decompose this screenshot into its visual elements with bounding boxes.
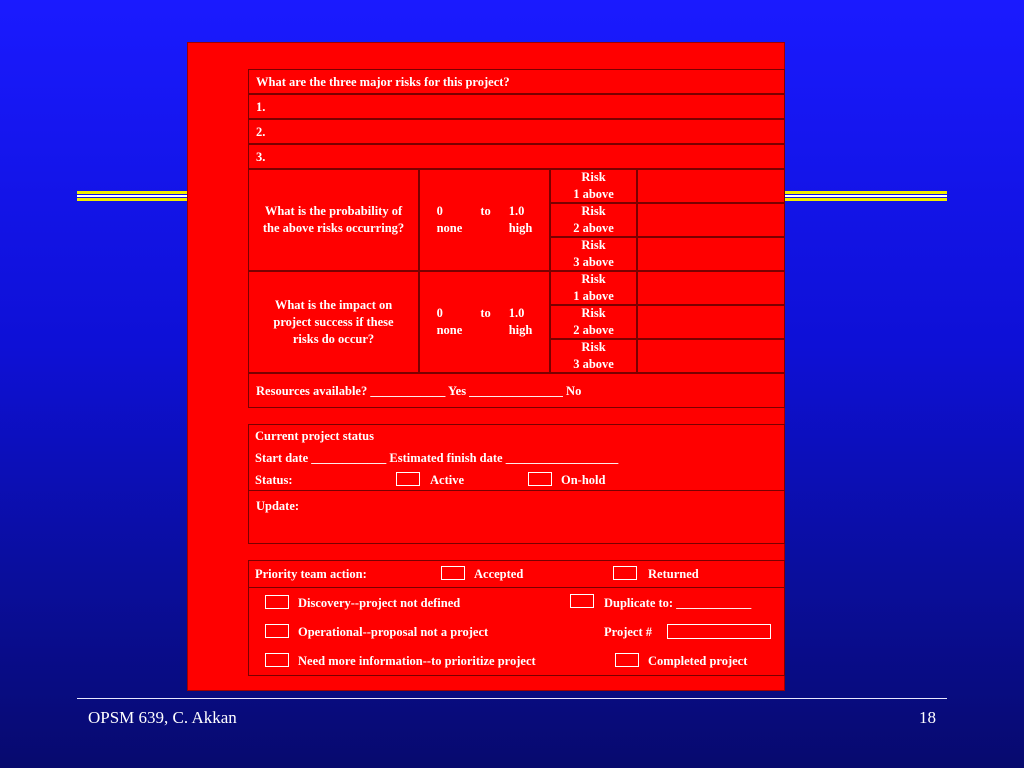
update-label: Update: — [256, 499, 300, 513]
update-field[interactable] — [248, 490, 785, 544]
risks-question-row — [248, 69, 785, 94]
footer-divider — [77, 698, 947, 699]
prob-risk-2-input[interactable] — [637, 203, 785, 237]
project-number-input[interactable] — [667, 624, 771, 639]
status-title: Current project status — [255, 429, 374, 443]
prob-risk-1-label — [550, 169, 637, 203]
risk-row-3[interactable] — [248, 144, 785, 169]
prob-risk-2-label — [550, 203, 637, 237]
priority-label: Priority team action: — [255, 567, 367, 581]
risks-question: What are the three major risks for this project? — [256, 75, 510, 89]
risk-row-2[interactable] — [248, 119, 785, 144]
risk-label-line: Risk — [581, 340, 606, 354]
scale-low-label: none — [436, 221, 463, 235]
risk-label-line: 2 above — [573, 221, 614, 235]
need-info-label: Need more information--to prioritize project — [298, 654, 536, 668]
risk-label-line: Risk — [581, 238, 606, 252]
active-checkbox[interactable] — [396, 472, 420, 486]
impact-risk-3-input[interactable] — [637, 339, 785, 373]
duplicate-checkbox[interactable] — [570, 594, 594, 608]
scale-high: 1.0 — [508, 306, 525, 320]
status-dates[interactable]: Start date ____________ Estimated finish date __________________ — [255, 451, 619, 465]
scale-high-label: high — [508, 221, 533, 235]
scale-high: 1.0 — [508, 204, 525, 218]
returned-label: Returned — [648, 567, 699, 581]
resources-row[interactable] — [248, 373, 785, 408]
impact-question: What is the impact on project success if these risks do occur? — [273, 297, 394, 346]
scale-low-label: none — [436, 323, 463, 337]
footer-course: OPSM 639, C. Akkan — [88, 708, 237, 727]
risk-label-line: 3 above — [573, 255, 614, 269]
probability-scale — [419, 169, 550, 271]
discovery-checkbox[interactable] — [265, 595, 289, 609]
scale-low: 0 — [436, 306, 443, 320]
risk-label-line: Risk — [581, 204, 606, 218]
risk-label-line: Risk — [581, 272, 606, 286]
form-panel — [187, 42, 785, 691]
impact-risk-2-input[interactable] — [637, 305, 785, 339]
accepted-label: Accepted — [474, 567, 524, 581]
project-number-label: Project # — [604, 625, 653, 639]
resources-text: Resources available? ____________ Yes _______________ No — [256, 384, 582, 398]
duplicate-label[interactable]: Duplicate to: ____________ — [604, 596, 752, 610]
risk-row-1[interactable] — [248, 94, 785, 119]
operational-label: Operational--proposal not a project — [298, 625, 489, 639]
risk-label-line: 2 above — [573, 323, 614, 337]
impact-scale — [419, 271, 550, 373]
slide-number: 18 — [919, 708, 936, 727]
need-info-checkbox[interactable] — [265, 653, 289, 667]
prob-risk-1-input[interactable] — [637, 169, 785, 203]
impact-risk-3-label — [550, 339, 637, 373]
probability-question-cell — [248, 169, 419, 271]
impact-risk-1-input[interactable] — [637, 271, 785, 305]
impact-question-cell — [248, 271, 419, 373]
completed-checkbox[interactable] — [615, 653, 639, 667]
risk-label-line: Risk — [581, 306, 606, 320]
risk-label-line: 3 above — [573, 357, 614, 371]
impact-risk-2-label — [550, 305, 637, 339]
risk-label-line: Risk — [581, 170, 606, 184]
scale-to: to — [480, 306, 491, 320]
risk-row-label: 1. — [256, 100, 266, 114]
operational-checkbox[interactable] — [265, 624, 289, 638]
probability-question: What is the probability of the above risks occurring? — [262, 204, 405, 235]
impact-risk-1-label — [550, 271, 637, 305]
onhold-label: On-hold — [561, 473, 606, 487]
prob-risk-3-label — [550, 237, 637, 271]
prob-risk-3-input[interactable] — [637, 237, 785, 271]
risk-label-line: 1 above — [573, 187, 614, 201]
risk-row-label: 3. — [256, 150, 266, 164]
active-label: Active — [430, 473, 465, 487]
risk-label-line: 1 above — [573, 289, 614, 303]
status-label: Status: — [255, 473, 293, 487]
accepted-checkbox[interactable] — [441, 566, 465, 580]
scale-low: 0 — [436, 204, 443, 218]
discovery-label: Discovery--project not defined — [298, 596, 461, 610]
scale-high-label: high — [508, 323, 533, 337]
completed-label: Completed project — [648, 654, 748, 668]
risk-row-label: 2. — [256, 125, 266, 139]
scale-to: to — [480, 204, 491, 218]
returned-checkbox[interactable] — [613, 566, 637, 580]
onhold-checkbox[interactable] — [528, 472, 552, 486]
